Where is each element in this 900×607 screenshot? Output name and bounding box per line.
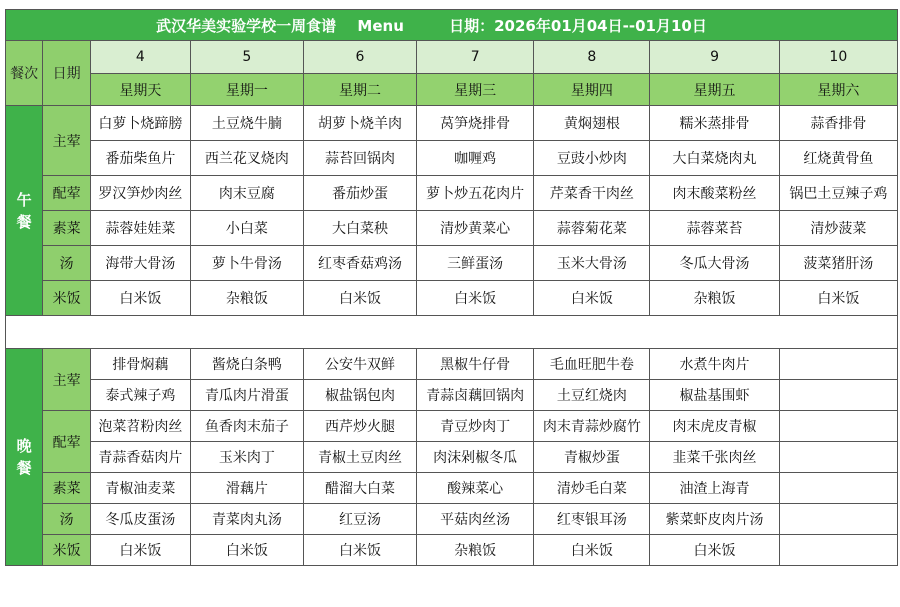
- dish-cell: 西兰花叉烧肉: [190, 141, 303, 176]
- dish-cell: 黑椒牛仔骨: [417, 349, 534, 380]
- dish-cell: 西芹炒火腿: [303, 411, 416, 442]
- lunch-soup-row: [6, 246, 898, 281]
- dish-cell: 蒜蓉菊花菜: [534, 211, 650, 246]
- lunch-main-row-2: [6, 141, 898, 176]
- dish-cell: 玉米大骨汤: [534, 246, 650, 281]
- dish-cell: 红豆汤: [303, 504, 416, 535]
- dish-cell: 红枣香菇鸡汤: [303, 246, 416, 281]
- dinner-category-side: 配荤: [43, 411, 90, 473]
- dish-cell: 油渣上海青: [650, 473, 779, 504]
- dish-cell: [779, 411, 897, 442]
- dish-cell: 糯米蒸排骨: [650, 106, 779, 141]
- lunch-veg-row: [6, 211, 898, 246]
- lunch-label-char-1: 午: [16, 190, 32, 209]
- lunch-label: [6, 106, 43, 316]
- dish-cell: 白萝卜烧蹄膀: [90, 106, 190, 141]
- day-weekday: 星期一: [190, 74, 303, 106]
- dish-cell: 冬瓜皮蛋汤: [90, 504, 190, 535]
- dish-cell: 酱烧白条鸭: [190, 349, 303, 380]
- day-weekday: 星期二: [303, 74, 416, 106]
- dish-cell: 肉末酸菜粉丝: [650, 176, 779, 211]
- menu-sheet: [5, 9, 898, 566]
- dish-cell: 白米饭: [90, 535, 190, 566]
- dinner-category-veg: 素菜: [43, 473, 90, 504]
- dish-cell: 白米饭: [534, 535, 650, 566]
- lunch-category-veg: 素菜: [43, 211, 90, 246]
- dish-cell: 清炒菠菜: [779, 211, 897, 246]
- dish-cell: 胡萝卜烧羊肉: [303, 106, 416, 141]
- day-date: 6: [303, 41, 416, 74]
- dish-cell: 清炒黄菜心: [417, 211, 534, 246]
- date-range: 日期：2026年01月04日--01月10日: [449, 16, 707, 35]
- dish-cell: 清炒毛白菜: [534, 473, 650, 504]
- lunch-category-side: 配荤: [43, 176, 90, 211]
- dish-cell: 莴笋烧排骨: [417, 106, 534, 141]
- dish-cell: 青菜肉丸汤: [190, 504, 303, 535]
- dish-cell: 大白菜秧: [303, 211, 416, 246]
- dish-cell: 滑藕片: [190, 473, 303, 504]
- lunch-category-rice: 米饭: [43, 281, 90, 316]
- dish-cell: 椒盐基围虾: [650, 380, 779, 411]
- day-weekday: 星期三: [417, 74, 534, 106]
- dish-cell: 蒜蓉菜苔: [650, 211, 779, 246]
- dish-cell: [779, 442, 897, 473]
- dish-cell: 白米饭: [303, 535, 416, 566]
- dish-cell: 芹菜香干肉丝: [534, 176, 650, 211]
- dish-cell: 青瓜肉片滑蛋: [190, 380, 303, 411]
- dish-cell: 红枣银耳汤: [534, 504, 650, 535]
- dinner-side-row-2: [6, 442, 898, 473]
- dish-cell: 三鲜蛋汤: [417, 246, 534, 281]
- dish-cell: 青椒油麦菜: [90, 473, 190, 504]
- dish-cell: 土豆烧牛腩: [190, 106, 303, 141]
- dish-cell: 平菇肉丝汤: [417, 504, 534, 535]
- dinner-category-soup: 汤: [43, 504, 90, 535]
- dish-cell: 青椒土豆肉丝: [303, 442, 416, 473]
- dish-cell: 排骨焖藕: [90, 349, 190, 380]
- day-date: 10: [779, 41, 897, 74]
- dish-cell: 泰式辣子鸡: [90, 380, 190, 411]
- dish-cell: [779, 504, 897, 535]
- dinner-main-row-1: [6, 349, 898, 380]
- lunch-main-row-1: [6, 106, 898, 141]
- dish-cell: 白米饭: [90, 281, 190, 316]
- school-title: 武汉华美实验学校一周食谱: [156, 16, 337, 35]
- dish-cell: 锅巴土豆辣子鸡: [779, 176, 897, 211]
- dish-cell: 红烧黄骨鱼: [779, 141, 897, 176]
- dish-cell: 肉末青蒜炒腐竹: [534, 411, 650, 442]
- lunch-rice-row: [6, 281, 898, 316]
- dish-cell: 青蒜香菇肉片: [90, 442, 190, 473]
- dish-cell: 水煮牛肉片: [650, 349, 779, 380]
- dish-cell: 大白菜烧肉丸: [650, 141, 779, 176]
- day-date: 4: [90, 41, 190, 74]
- day-date: 8: [534, 41, 650, 74]
- dish-cell: 黄焖翅根: [534, 106, 650, 141]
- dish-cell: 毛血旺肥牛卷: [534, 349, 650, 380]
- dish-cell: [779, 473, 897, 504]
- date-label: 日期: [43, 41, 90, 106]
- dish-cell: 醋溜大白菜: [303, 473, 416, 504]
- dish-cell: 小白菜: [190, 211, 303, 246]
- blank-separator: [6, 316, 898, 349]
- dish-cell: 肉沫剁椒冬瓜: [417, 442, 534, 473]
- dinner-label-char-1: 晚: [16, 437, 32, 455]
- dish-cell: 菠菜猪肝汤: [779, 246, 897, 281]
- dish-cell: 肉末虎皮青椒: [650, 411, 779, 442]
- dish-cell: 青椒炒蛋: [534, 442, 650, 473]
- dinner-category-main: 主荤: [43, 349, 90, 411]
- menu-word: Menu: [357, 16, 404, 35]
- dish-cell: 海带大骨汤: [90, 246, 190, 281]
- dish-cell: 白米饭: [417, 281, 534, 316]
- dish-cell: 杂粮饭: [190, 281, 303, 316]
- dinner-label-char-2: 餐: [16, 459, 32, 477]
- dish-cell: 番茄炒蛋: [303, 176, 416, 211]
- dish-cell: 酸辣菜心: [417, 473, 534, 504]
- dish-cell: 紫菜虾皮肉片汤: [650, 504, 779, 535]
- separator-row: [6, 316, 898, 349]
- day-weekday: 星期六: [779, 74, 897, 106]
- dish-cell: 萝卜牛骨汤: [190, 246, 303, 281]
- dish-cell: 肉末豆腐: [190, 176, 303, 211]
- dish-cell: [779, 535, 897, 566]
- day-weekday: 星期四: [534, 74, 650, 106]
- dish-cell: 白米饭: [190, 535, 303, 566]
- dish-cell: 白米饭: [303, 281, 416, 316]
- dish-cell: [779, 380, 897, 411]
- dinner-veg-row: [6, 473, 898, 504]
- lunch-category-soup: 汤: [43, 246, 90, 281]
- dish-cell: 蒜香排骨: [779, 106, 897, 141]
- dish-cell: 萝卜炒五花肉片: [417, 176, 534, 211]
- dish-cell: 咖喱鸡: [417, 141, 534, 176]
- dish-cell: 蒜蓉娃娃菜: [90, 211, 190, 246]
- lunch-label-char-2: 餐: [16, 212, 32, 231]
- dinner-rice-row: [6, 535, 898, 566]
- meal-label: 餐次: [6, 41, 43, 106]
- dish-cell: 杂粮饭: [650, 281, 779, 316]
- title-bar: [6, 10, 898, 41]
- dish-cell: 白米饭: [779, 281, 897, 316]
- dinner-label: [6, 349, 43, 566]
- lunch-side-row: [6, 176, 898, 211]
- dish-cell: 蒜苔回锅肉: [303, 141, 416, 176]
- dish-cell: 青蒜卤藕回锅肉: [417, 380, 534, 411]
- dish-cell: 杂粮饭: [417, 535, 534, 566]
- dish-cell: 罗汉笋炒肉丝: [90, 176, 190, 211]
- dish-cell: 白米饭: [650, 535, 779, 566]
- dish-cell: 玉米肉丁: [190, 442, 303, 473]
- dish-cell: 青豆炒肉丁: [417, 411, 534, 442]
- dinner-side-row-1: [6, 411, 898, 442]
- day-weekday: 星期天: [90, 74, 190, 106]
- dish-cell: 土豆红烧肉: [534, 380, 650, 411]
- lunch-category-main: 主荤: [43, 106, 90, 176]
- dish-cell: 泡菜苕粉肉丝: [90, 411, 190, 442]
- dinner-main-row-2: [6, 380, 898, 411]
- day-date: 7: [417, 41, 534, 74]
- dish-cell: 冬瓜大骨汤: [650, 246, 779, 281]
- day-weekday: 星期五: [650, 74, 779, 106]
- day-date: 5: [190, 41, 303, 74]
- dish-cell: 白米饭: [534, 281, 650, 316]
- dish-cell: 韭菜千张肉丝: [650, 442, 779, 473]
- dish-cell: 公安牛双鲜: [303, 349, 416, 380]
- dish-cell: 番茄柴鱼片: [90, 141, 190, 176]
- dinner-soup-row: [6, 504, 898, 535]
- dish-cell: 椒盐锅包肉: [303, 380, 416, 411]
- dish-cell: 鱼香肉末茄子: [190, 411, 303, 442]
- dish-cell: 豆豉小炒肉: [534, 141, 650, 176]
- weekly-menu-table: [5, 9, 898, 566]
- day-date: 9: [650, 41, 779, 74]
- dish-cell: [779, 349, 897, 380]
- dinner-category-rice: 米饭: [43, 535, 90, 566]
